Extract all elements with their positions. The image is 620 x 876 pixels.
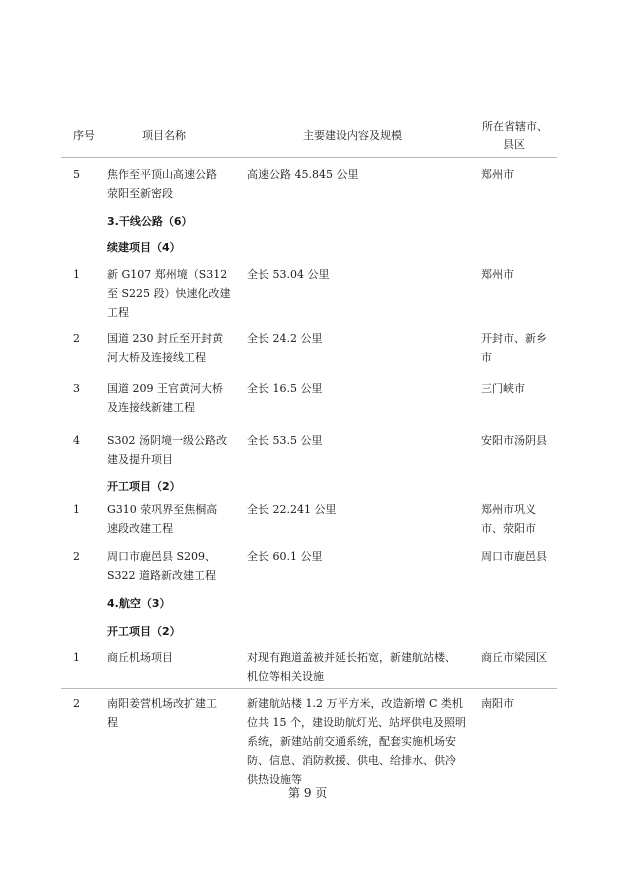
row-content: 全长 16.5 公里 (247, 382, 323, 395)
header-no: 序号 (73, 129, 95, 142)
page-number: 第 9 页 (288, 786, 328, 800)
header-region-2: 县区 (503, 138, 525, 151)
header-divider (61, 157, 557, 158)
row-region: 三门峡市 (481, 382, 525, 395)
row-divider (61, 688, 557, 689)
row-region: 南阳市 (481, 697, 514, 710)
subsection-title: 续建项目（4） (107, 241, 181, 254)
subsection-title: 开工项目（2） (107, 625, 181, 638)
row-region: 商丘市梁园区 (481, 651, 547, 664)
row-name: 国道 230 封丘至开封黄 河大桥及连接线工程 (107, 332, 223, 364)
row-no: 1 (73, 503, 80, 516)
row-no: 2 (73, 332, 80, 345)
row-name: 国道 209 王官黄河大桥 及连接线新建工程 (107, 382, 223, 414)
row-no: 2 (73, 697, 80, 710)
row-name: S302 汤阴境一级公路改 建及提升项目 (107, 434, 228, 466)
row-region: 郑州市 (481, 268, 514, 281)
row-content: 新建航站楼 1.2 万平方米，改造新增 C 类机 位共 15 个，建设助航灯光、站坪供电及照明 系统，新建站前交通系统，配套实施机场安 防、信息、消防救援、供电、给排水、供冷 供热设施等 (247, 697, 466, 786)
row-region: 郑州市 (481, 168, 514, 181)
row-name: G310 荥巩界至焦桐高 速段改建工程 (107, 503, 218, 535)
row-region: 周口市鹿邑县 (481, 550, 547, 563)
row-region: 开封市、新乡 市 (481, 332, 547, 364)
row-no: 1 (73, 268, 80, 281)
row-content: 高速公路 45.845 公里 (247, 168, 359, 181)
row-no: 3 (73, 382, 80, 395)
row-no: 4 (73, 434, 80, 447)
row-region: 郑州市巩义 市、荥阳市 (481, 503, 536, 535)
header-region-1: 所在省辖市、 (482, 120, 548, 133)
header-content: 主要建设内容及规模 (303, 129, 402, 142)
row-no: 5 (73, 168, 80, 181)
row-content: 全长 24.2 公里 (247, 332, 323, 345)
row-content: 全长 53.04 公里 (247, 268, 330, 281)
row-name: 周口市鹿邑县 S209、 S322 道路新改建工程 (107, 550, 217, 582)
row-name: 商丘机场项目 (107, 651, 173, 664)
row-no: 1 (73, 651, 80, 664)
section-title: 4.航空（3） (107, 597, 171, 610)
row-no: 2 (73, 550, 80, 563)
row-content: 全长 60.1 公里 (247, 550, 323, 563)
section-title: 3.干线公路（6） (107, 215, 193, 228)
row-region: 安阳市汤阴县 (481, 434, 547, 447)
row-name: 新 G107 郑州境（S312 至 S225 段）快速化改建 工程 (107, 268, 231, 319)
row-content: 对现有跑道盖被并延长拓宽，新建航站楼、 机位等相关设施 (247, 651, 456, 683)
row-content: 全长 53.5 公里 (247, 434, 323, 447)
subsection-title: 开工项目（2） (107, 480, 181, 493)
header-name: 项目名称 (142, 129, 186, 142)
row-name: 南阳姜营机场改扩建工 程 (107, 697, 217, 729)
row-name: 焦作至平顶山高速公路 荥阳至新密段 (107, 168, 217, 200)
row-content: 全长 22.241 公里 (247, 503, 337, 516)
